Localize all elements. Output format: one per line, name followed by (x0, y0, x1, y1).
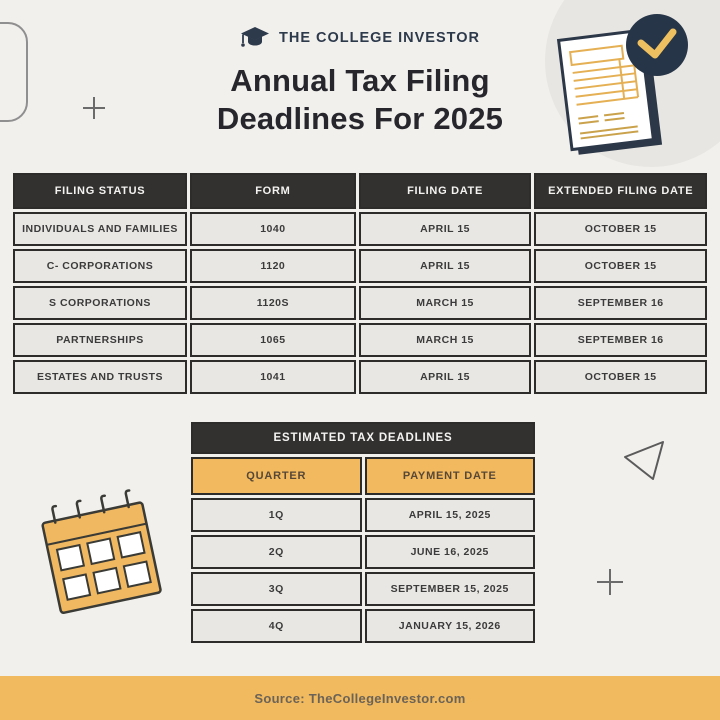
triangle-icon (615, 430, 675, 490)
brand-name: THE COLLEGE INVESTOR (278, 30, 480, 46)
cell-quarter: 3Q (191, 572, 362, 606)
page-title-line2: Deadlines For 2025 (216, 101, 504, 136)
estimated-table-header-row (191, 457, 535, 495)
cell-filing-date: MARCH 15 (359, 323, 532, 357)
cell-filing-status: INDIVIDUALS AND FAMILIES (13, 212, 187, 246)
source-text: Source: TheCollegeInvestor.com (254, 690, 466, 706)
cell-filing-status: PARTNERSHIPS (13, 323, 187, 357)
cell-payment-date: JUNE 16, 2025 (365, 535, 536, 569)
cell-form: 1040 (190, 212, 356, 246)
cell-extended-filing-date: SEPTEMBER 16 (534, 286, 707, 320)
cell-payment-date: JANUARY 15, 2026 (365, 609, 536, 643)
table-row (13, 323, 707, 357)
table-row (13, 286, 707, 320)
graduation-cap-icon (240, 26, 270, 50)
page-title (0, 62, 720, 138)
cell-filing-date: APRIL 15 (359, 249, 532, 283)
footer-bar (0, 676, 720, 720)
col-header-payment-date: PAYMENT DATE (365, 457, 536, 495)
cell-filing-status: S CORPORATIONS (13, 286, 187, 320)
cell-form: 1120 (190, 249, 356, 283)
cell-extended-filing-date: SEPTEMBER 16 (534, 323, 707, 357)
table-row (191, 609, 535, 643)
page-title-line1: Annual Tax Filing (230, 63, 490, 98)
plus-icon (594, 566, 626, 598)
estimated-table-title-row (191, 422, 535, 454)
table-row (191, 535, 535, 569)
filing-table-header-row (13, 173, 707, 209)
col-header-form: FORM (190, 173, 356, 209)
table-row (191, 572, 535, 606)
col-header-extended-filing-date: EXTENDED FILING DATE (534, 173, 707, 209)
cell-quarter: 4Q (191, 609, 362, 643)
filing-deadlines-table (10, 170, 710, 397)
col-header-quarter: QUARTER (191, 457, 362, 495)
cell-form: 1041 (190, 360, 356, 394)
cell-form: 1120S (190, 286, 356, 320)
cell-filing-status: ESTATES AND TRUSTS (13, 360, 187, 394)
cell-form: 1065 (190, 323, 356, 357)
table-row (13, 212, 707, 246)
brand-row (0, 26, 720, 50)
cell-payment-date: APRIL 15, 2025 (365, 498, 536, 532)
cell-quarter: 1Q (191, 498, 362, 532)
cell-filing-date: APRIL 15 (359, 360, 532, 394)
cell-filing-status: C- CORPORATIONS (13, 249, 187, 283)
table-row (13, 249, 707, 283)
cell-extended-filing-date: OCTOBER 15 (534, 360, 707, 394)
cell-quarter: 2Q (191, 535, 362, 569)
col-header-filing-date: FILING DATE (359, 173, 532, 209)
table-row (13, 360, 707, 394)
cell-extended-filing-date: OCTOBER 15 (534, 212, 707, 246)
cell-payment-date: SEPTEMBER 15, 2025 (365, 572, 536, 606)
estimated-tax-table (188, 419, 538, 646)
col-header-filing-status: FILING STATUS (13, 173, 187, 209)
cell-filing-date: APRIL 15 (359, 212, 532, 246)
cell-filing-date: MARCH 15 (359, 286, 532, 320)
calendar-icon (22, 480, 182, 625)
estimated-table-title: ESTIMATED TAX DEADLINES (191, 422, 535, 454)
cell-extended-filing-date: OCTOBER 15 (534, 249, 707, 283)
table-row (191, 498, 535, 532)
